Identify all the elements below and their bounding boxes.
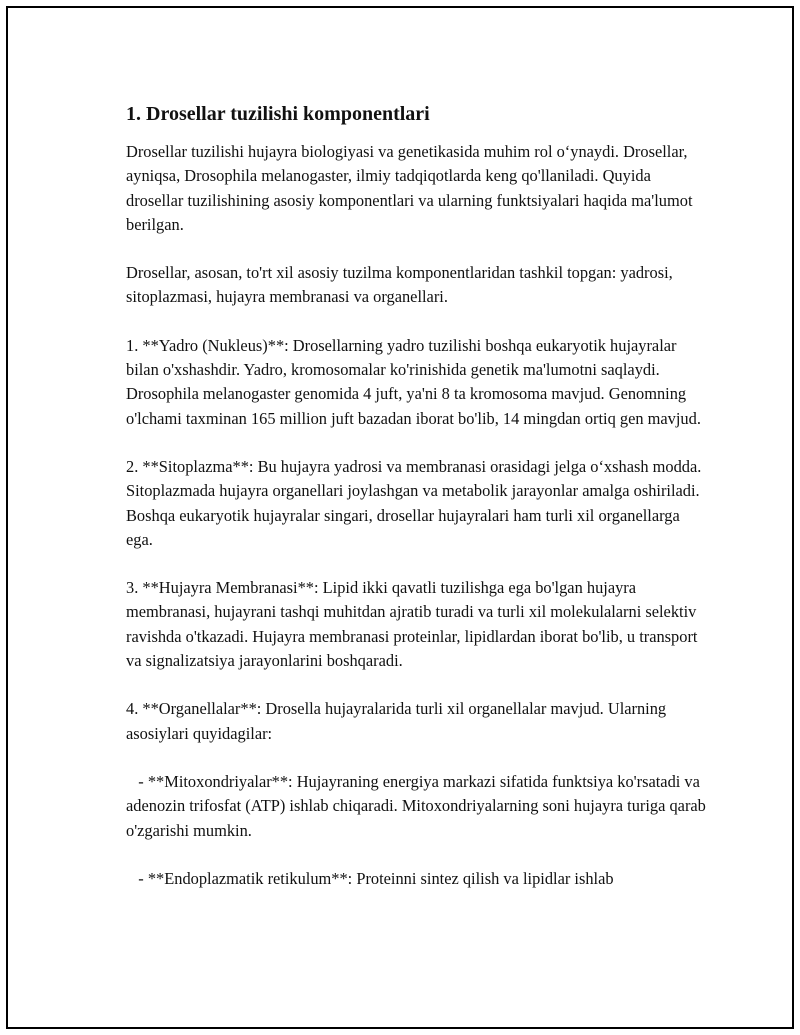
paragraph-nucleus: 1. **Yadro (Nukleus)**: Drosellarning yadro tuzilishi boshqa eukaryotik hujayralar bilan o'xshashdir. Yadro, kromosomalar ko'rinishida genetik ma'lumotni saqlaydi. Drosophila melanogaster genomida 4 juft, ya'ni 8 ta kromosoma mavjud. Genomning o'lchami taxminan 165 million juft bazadan iborat bo'lib, 14 mingdan ortiq gen mavjud. (126, 335, 701, 428)
document-body (126, 101, 710, 915)
paragraph-cell-membrane: 3. **Hujayra Membranasi**: Lipid ikki qavatli tuzilishga ega bo'lgan hujayra membranasi, hujayrani tashqi muhitdan ajratib turadi va turli xil molekulalarni selektiv ravishda o'tkazadi. Hujayra membranasi proteinlar, lipidlardan iborat bo'lib, u transport va signalizatsiya jarayonlarini boshqaradi. (126, 578, 702, 671)
paragraph-cytoplasm: 2. **Sitoplazma**: Bu hujayra yadrosi va membranasi orasidagi jelga o‘xshash modda. Sitoplazmada hujayra organellari joylashgan va metabolik jarayonlar amalga oshiriladi. Boshqa eukaryotik hujayralar singari, drosellar hujayralari ham turli xil organellarga ega. (126, 456, 706, 549)
paragraph-intro: Drosellar tuzilishi hujayra biologiyasi va genetikasida muhim rol o‘ynaydi. Drosellar, ayniqsa, Drosophila melanogaster, ilmiy tadqiqotlarda keng qo'llaniladi. Quyida drosellar tuzilishining asosiy komponentlari va ularning funktsiyalari haqida ma'lumot berilgan. (126, 142, 697, 234)
document-title: 1. Drosellar tuzilishi komponentlari (126, 103, 430, 125)
paragraph-endoplasmic-reticulum: - **Endoplazmatik retikulum**: Proteinni sintez qilish va lipidlar ishlab (126, 868, 614, 888)
paragraph-components-overview: Drosellar, asosan, to'rt xil asosiy tuzilma komponentlaridan tashkil topgan: yadrosi, sitoplazmasi, hujayra membranasi va organellari. (126, 263, 677, 307)
document-page (6, 6, 794, 1029)
paragraph-mitochondria: - **Mitoxondriyalar**: Hujayraning energiya markazi sifatida funktsiya ko'rsatadi va adenozin trifosfat (ATP) ishlab chiqaradi. Mitoxondriyalarning soni hujayra turiga qarab o'zgarishi mumkin. (126, 771, 710, 840)
paragraph-organelles: 4. **Organellalar**: Drosella hujayralarida turli xil organellalar mavjud. Ularning asosiylari quyidagilar: (126, 699, 671, 743)
